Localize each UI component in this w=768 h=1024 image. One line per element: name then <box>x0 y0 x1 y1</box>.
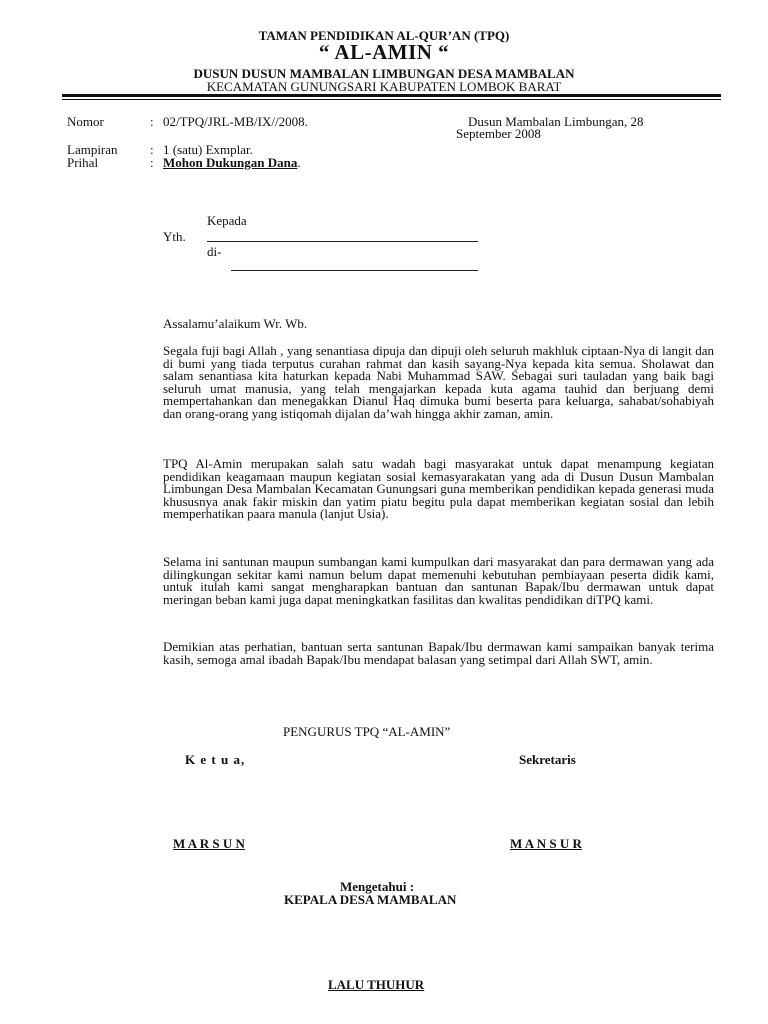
ketua-title: K e t u a, <box>185 752 246 767</box>
lampiran-value: 1 (satu) Exmplar. <box>163 142 253 157</box>
prihal-colon: : <box>150 155 154 170</box>
place-date-line1: Dusun Mambalan Limbungan, 28 <box>468 114 644 129</box>
board-title: PENGURUS TPQ “AL-AMIN” <box>283 724 451 739</box>
recipient-address-line <box>231 270 478 271</box>
paragraph-4: Demikian atas perhatian, bantuan serta santunan Bapak/Ibu dermawan kami sampaikan banyak terima kasih, semoga amal ibadah Bapak/Ibu mendapat balasan yang setimpal dari Allah SWT, amin. <box>163 639 714 667</box>
recipient-name-line <box>207 241 478 242</box>
di-label: di- <box>207 244 222 259</box>
address-line-1: DUSUN DUSUN MAMBALAN LIMBUNGAN DESA MAMBALAN <box>193 66 575 81</box>
yth-label: Yth. <box>163 229 186 244</box>
mengetahui-label: Mengetahui : <box>340 879 415 894</box>
prihal-value-wrap: Mohon Dukungan Dana. <box>163 155 301 170</box>
header-rule-thin <box>62 99 721 100</box>
nomor-value: 02/TPQ/JRL-MB/IX//2008. <box>163 114 308 129</box>
kepala-desa-name: LALU THUHUR <box>328 977 425 992</box>
nomor-label: Nomor <box>67 114 104 129</box>
lampiran-label: Lampiran <box>67 142 118 157</box>
sekretaris-name: M A N S U R <box>510 836 582 851</box>
place-date-line2: September 2008 <box>456 126 541 141</box>
header-rule-thick <box>62 94 721 97</box>
ketua-name: M A R S U N <box>173 836 245 851</box>
prihal-label: Prihal <box>67 155 99 170</box>
paragraph-2: TPQ Al-Amin merupakan salah satu wadah bagi masyarakat untuk dapat menampung kegiatan pendidikan keagamaan maupun kegiatan sosial kemasyarakatan yang ada di Dusun Dusun Mambalan Limbungan Desa Mambalan Kecamatan Gunungsari guna memberikan pendidikan kepada generasi muda khususnya anak fakir miskin dan yatim piatu begitu pula dapat memberikan kegiatan sosial dan lebih memperhatikan paara manula (lanjut Usia). <box>163 456 714 521</box>
lampiran-colon: : <box>150 142 154 157</box>
org-name: TAMAN PENDIDIKAN AL-QUR’AN (TPQ) <box>258 28 510 43</box>
prihal-value: Mohon Dukungan Dana <box>163 155 298 170</box>
nomor-colon: : <box>150 114 154 129</box>
kepada-label: Kepada <box>207 213 247 228</box>
greeting: Assalamu’alaikum Wr. Wb. <box>163 316 308 331</box>
sekretaris-title: Sekretaris <box>519 752 576 767</box>
paragraph-3: Selama ini santunan maupun sumbangan kami kumpulkan dari masyarakat dan para dermawan yang ada dilingkungan sekitar kami namun belum dapat memenuhi kebutuhan pembiayaan peserta didik kami, untuk itulah kami sangat mengharapkan bantuan dan santunan Bapak/Ibu dermawan untuk dapat meringan beban kami juga dapat meningkatkan fasilitas dan kwalitas pendidikan diTPQ kami. <box>163 554 714 607</box>
paragraph-1: Segala fuji bagi Allah , yang senantiasa dipuja dan dipuji oleh seluruh makhluk ciptaan-Nya di langit dan di bumi yang tiada terputus curahan rahmat dan kasih sayang-Nya kepada kita semua. Sholawat dan salam senantiasa kita haturkan kepada Nabi Muhammad SAW. Sebagai suri tauladan yang baik bagi seluruh umat manusia, yang telah mengajarkan kepada kuta agama tauhid dan berjuang demi mempertahankan dan menegakkan Dianul Haq dimuka bumi beserta para keluarga, sahabat/sohabiyah dan orang-orang yang istiqomah dijalan da’wah hingga akhir zaman, amin. <box>163 343 714 421</box>
kepala-desa-title: KEPALA DESA MAMBALAN <box>284 892 457 907</box>
tpq-name: “ AL-AMIN “ <box>318 40 450 64</box>
address-line-2: KECAMATAN GUNUNGSARI KABUPATEN LOMBOK BARAT <box>206 79 562 94</box>
